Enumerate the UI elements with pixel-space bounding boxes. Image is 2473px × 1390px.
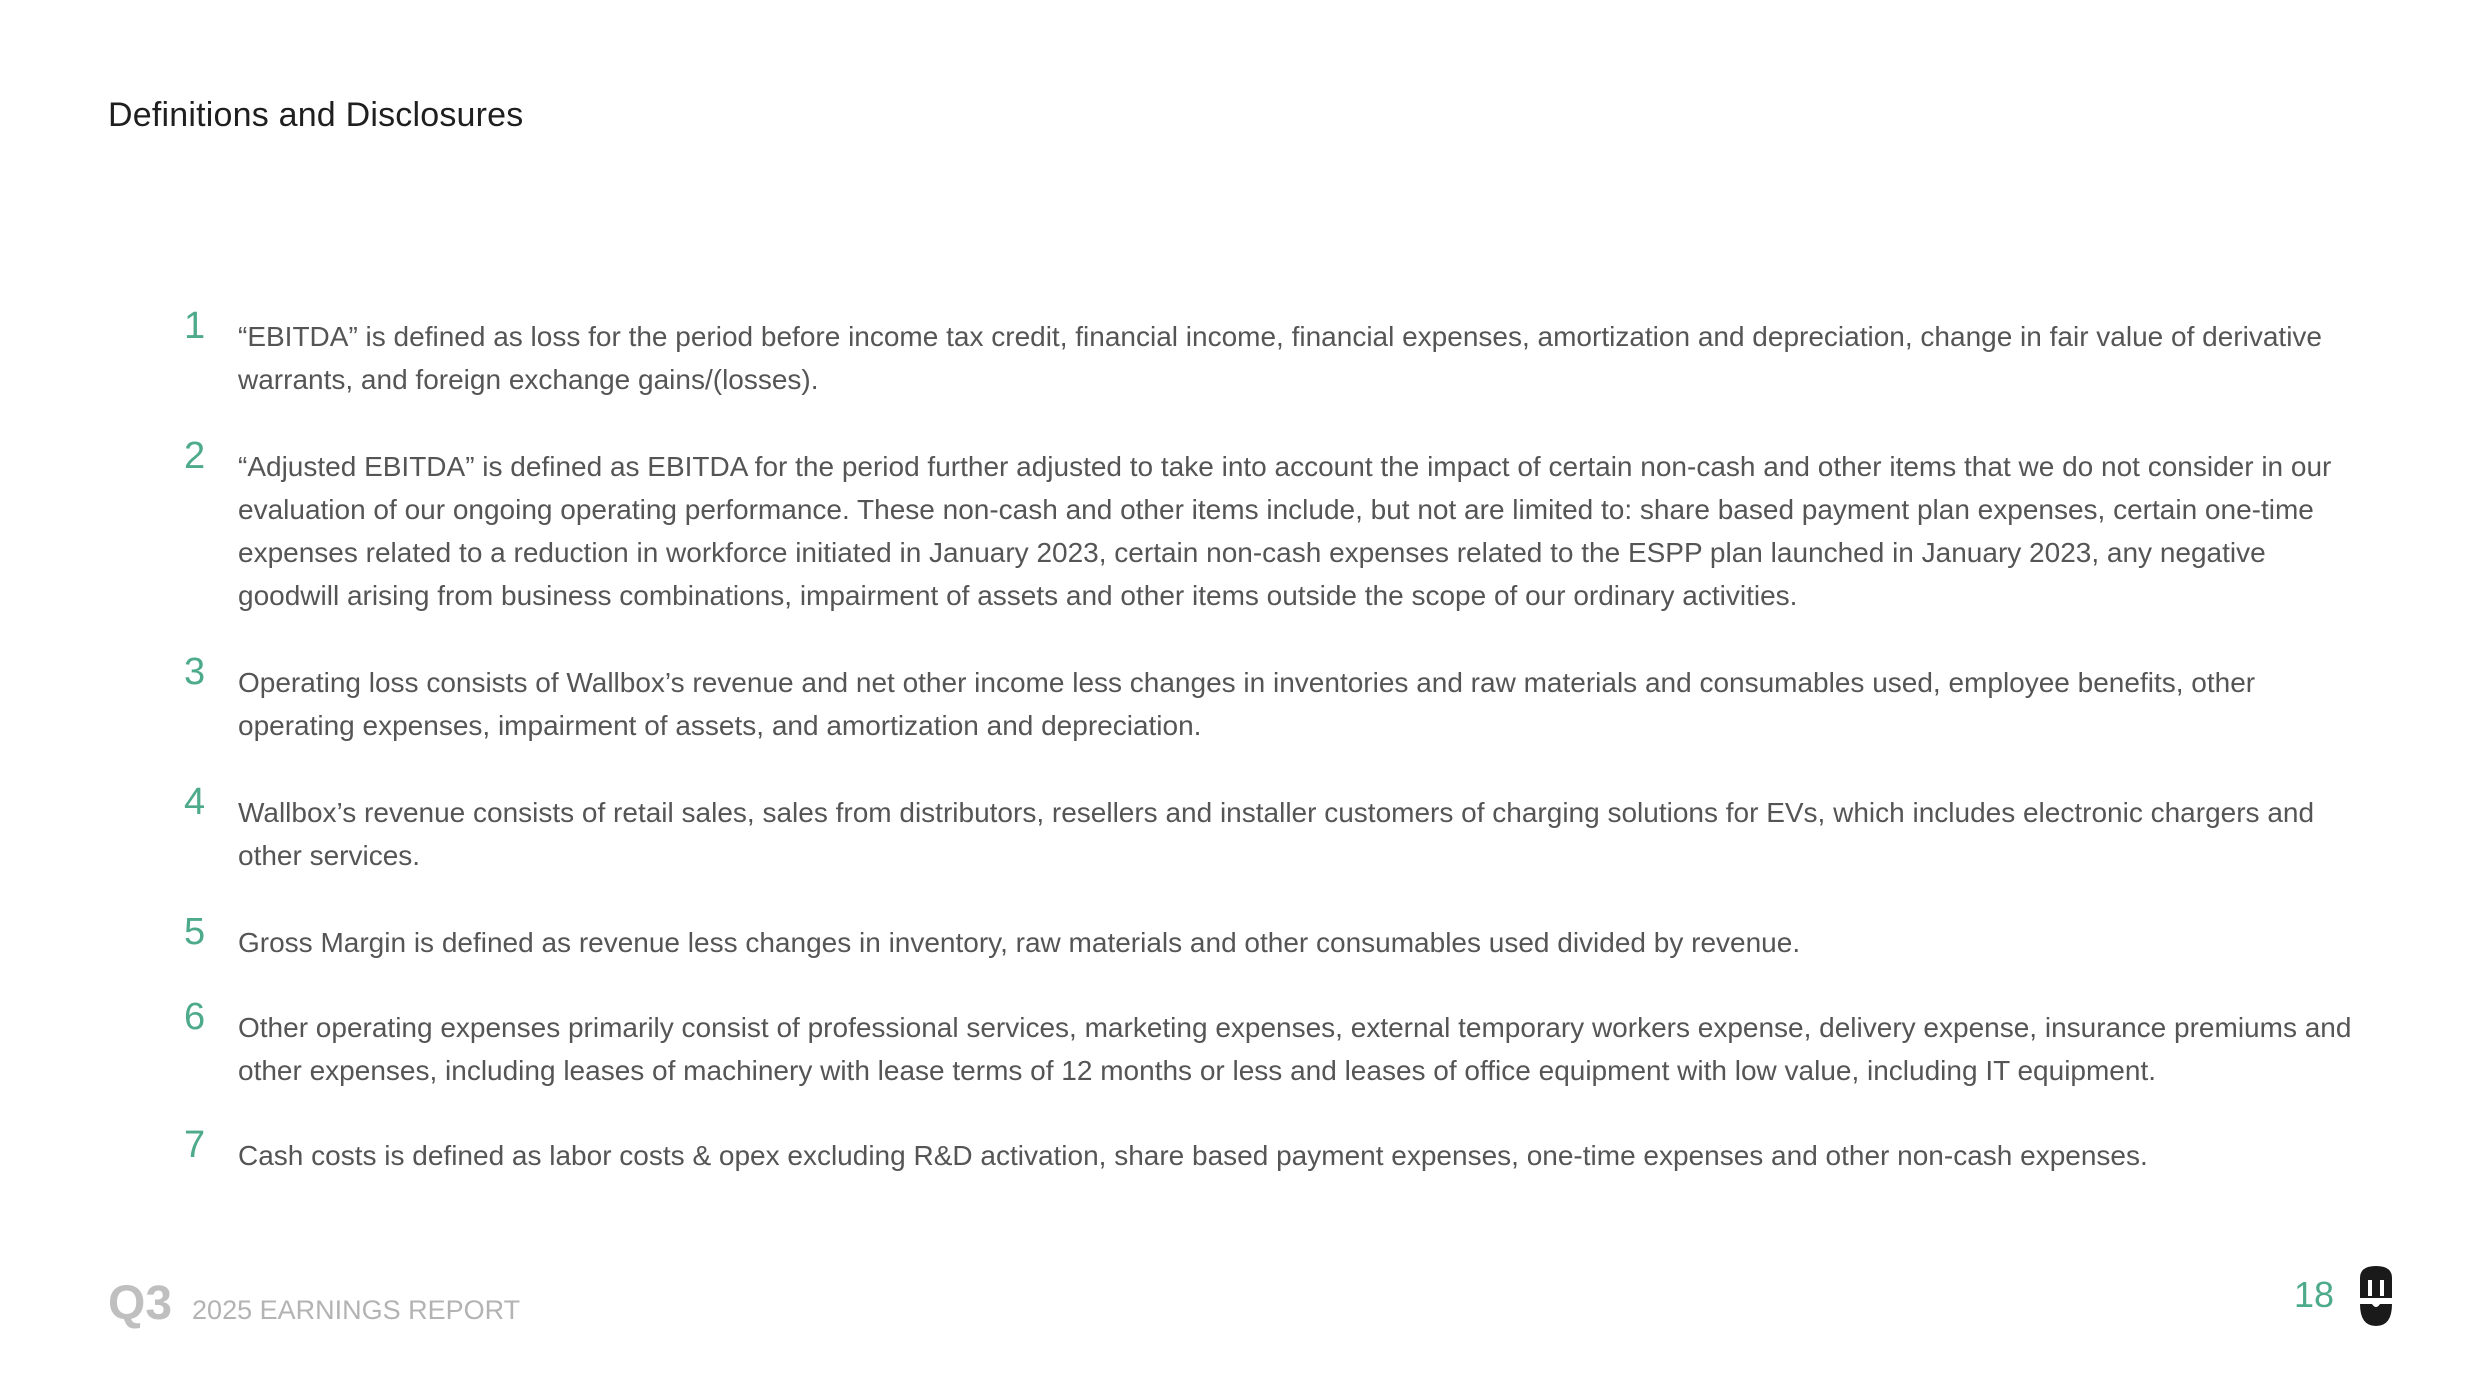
definition-number: 2 [184, 435, 206, 477]
report-title: 2025 EARNINGS REPORT [192, 1295, 521, 1325]
definition-text: Wallbox’s revenue consists of retail sales, sales from distributors, resellers and installer customers of charging solutions for EVs, which includes electronic chargers and other services. [238, 797, 2315, 871]
definition-item-gross-margin [180, 911, 2360, 964]
definition-text: Cash costs is defined as labor costs & opex excluding R&D activation, share based payment expenses, one-time expenses and other non-cash expenses. [238, 1140, 2148, 1171]
definitions-list [180, 305, 2360, 1177]
definition-item-adjusted-ebitda [180, 435, 2360, 617]
footer-report-label [108, 1276, 520, 1331]
definition-item-ebitda [180, 305, 2360, 401]
definition-item-other-opex [180, 996, 2360, 1092]
definition-number: 7 [184, 1124, 206, 1166]
definition-text: Gross Margin is defined as revenue less changes in inventory, raw materials and other consumables used divided by revenue. [238, 927, 1801, 958]
page-number: 18 [2294, 1274, 2335, 1315]
page-title: Definitions and Disclosures [108, 96, 524, 134]
definition-item-revenue [180, 781, 2360, 877]
quarter-label: Q3 [108, 1277, 173, 1330]
definition-text: “EBITDA” is defined as loss for the period before income tax credit, financial income, financial expenses, amortization and depreciation, change in fair value of derivative warrants, and foreign exchange gains/(losses). [238, 321, 2322, 395]
definition-number: 5 [184, 911, 206, 953]
definition-number: 3 [184, 651, 206, 693]
definition-text: “Adjusted EBITDA” is defined as EBITDA for the period further adjusted to take into account the impact of certain non-cash and other items that we do not consider in our evaluation of our ongoing operating performance. These non-cash and other items include, but not are limited to: share based payment plan expenses, certain one-time expenses related to a reduction in workforce initiated in January 2023, certain non-cash expenses related to the ESPP plan launched in January 2023, any negative goodwill arising from business combinations, impairment of assets and other items outside the scope of our ordinary activities. [238, 451, 2332, 611]
definition-number: 6 [184, 996, 206, 1038]
definition-number: 1 [184, 305, 206, 347]
definition-item-operating-loss [180, 651, 2360, 747]
definition-number: 4 [184, 781, 206, 823]
definition-text: Other operating expenses primarily consist of professional services, marketing expenses, external temporary workers expense, delivery expense, insurance premiums and other expenses, including leases of machinery with lease terms of 12 months or less and leases of office equipment with low value, including IT equipment. [238, 1012, 2352, 1086]
wallbox-logo-icon [2356, 1264, 2396, 1328]
definition-item-cash-costs [180, 1124, 2360, 1177]
definition-text: Operating loss consists of Wallbox’s revenue and net other income less changes in inventories and raw materials and consumables used, employee benefits, other operating expenses, impairment of assets, and amortization and depreciation. [238, 667, 2256, 741]
